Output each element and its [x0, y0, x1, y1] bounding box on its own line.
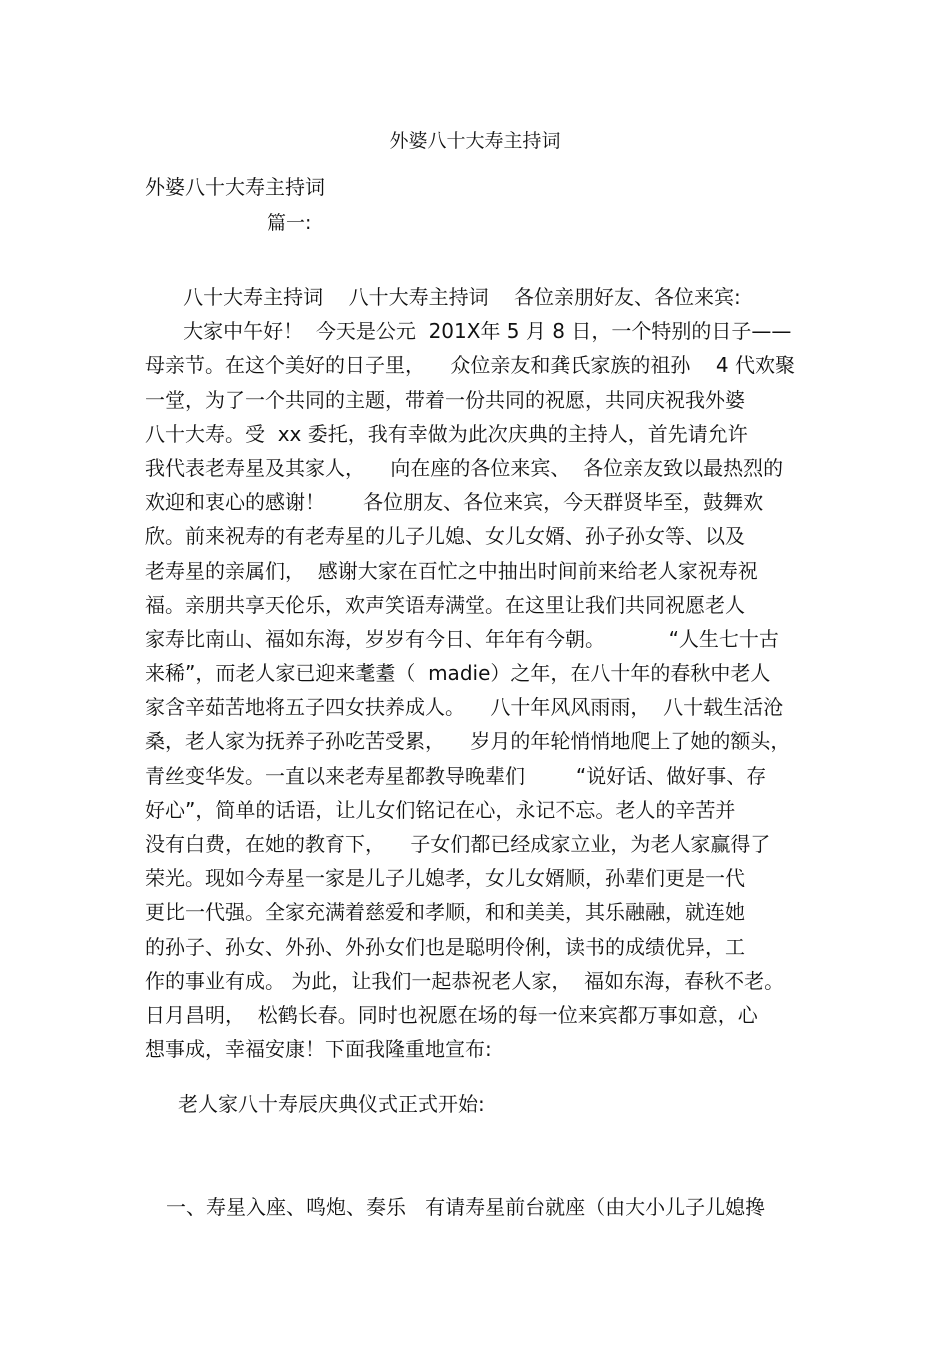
body-line: 好心”，简单的话语，让儿女们铭记在心，永记不忘。老人的辛苦并	[145, 797, 736, 822]
body-line: 来稀”，而老人家已迎来耄耋（ madie）之年，在八十年的春秋中老人	[145, 661, 771, 686]
body-line: 作的事业有成。 为此，让我们一起恭祝老人家， 福如东海，春秋不老。	[145, 968, 785, 993]
program-item-1: 一、寿星入座、鸣炮、奏乐 有请寿星前台就座（由大小儿子儿媳搀	[166, 1195, 766, 1219]
body-line: 老寿星的亲属们， 感谢大家在百忙之中抽出时间前来给老人家祝寿祝	[145, 558, 758, 583]
body-paragraph	[145, 280, 815, 1066]
body-line: 大家中午好！ 今天是公元 201X年 5 月 8 日，一个特别的日子——	[145, 319, 792, 344]
body-line: 青丝变华发。一直以来老寿星都教导晚辈们 “说好话、做好事、存	[145, 763, 767, 788]
body-line: 八十大寿。受 xx 委托，我有幸做为此次庆典的主持人，首先请允许	[145, 421, 748, 446]
body-line: 荣光。现如今寿星一家是儿子儿媳孝，女儿女婿顺，孙辈们更是一代	[145, 866, 745, 891]
body-line: 家寿比南山、福如东海，岁岁有今日、年年有今朝。 “人生七十古	[145, 626, 779, 651]
body-line: 更比一代强。全家充满着慈爱和孝顺，和和美美，其乐融融，就连她	[145, 900, 745, 925]
body-line: 欣。前来祝寿的有老寿星的儿子儿媳、女儿女婿、孙子孙女等、以及	[145, 524, 745, 549]
body-line: 福。亲朋共享天伦乐，欢声笑语寿满堂。在这里让我们共同祝愿老人	[145, 592, 745, 617]
body-line: 日月昌明， 松鹤长春。同时也祝愿在场的每一位来宾都万事如意，心	[145, 1002, 758, 1027]
body-line: 母亲节。在这个美好的日子里， 众位亲友和龚氏家族的祖孙 4 代欢聚	[145, 353, 795, 378]
body-line: 欢迎和衷心的感谢！ 各位朋友、各位来宾，今天群贤毕至，鼓舞欢	[145, 490, 764, 515]
body-line: 一堂，为了一个共同的主题，带着一份共同的祝愿，共同庆祝我外婆	[145, 387, 745, 412]
body-line: 桑，老人家为抚养子孙吃苦受累， 岁月的年轮悄悄地爬上了她的额头，	[145, 729, 791, 754]
ceremony-announcement: 老人家八十寿辰庆典仪式正式开始:	[178, 1092, 485, 1116]
body-line: 我代表老寿星及其家人， 向在座的各位来宾、 各位亲友致以最热烈的	[145, 455, 784, 480]
body-line: 没有白费，在她的教育下， 子女们都已经成家立业，为老人家赢得了	[145, 832, 771, 856]
document-subtitle: 外婆八十大寿主持词	[145, 175, 325, 199]
body-line: 八十大寿主持词 八十大寿主持词 各位亲朋好友、各位来宾:	[145, 285, 741, 309]
document-title: 外婆八十大寿主持词	[389, 130, 561, 152]
section-label: 篇一:	[267, 212, 312, 234]
body-line: 的孙子、孙女、外孙、外孙女们也是聪明伶俐，读书的成绩优异，工	[145, 934, 745, 959]
body-line: 想事成，幸福安康！下面我隆重地宣布:	[145, 1037, 492, 1062]
body-line: 家含辛茹苦地将五子四女扶养成人。 八十年风风雨雨， 八十载生活沧	[145, 695, 784, 720]
